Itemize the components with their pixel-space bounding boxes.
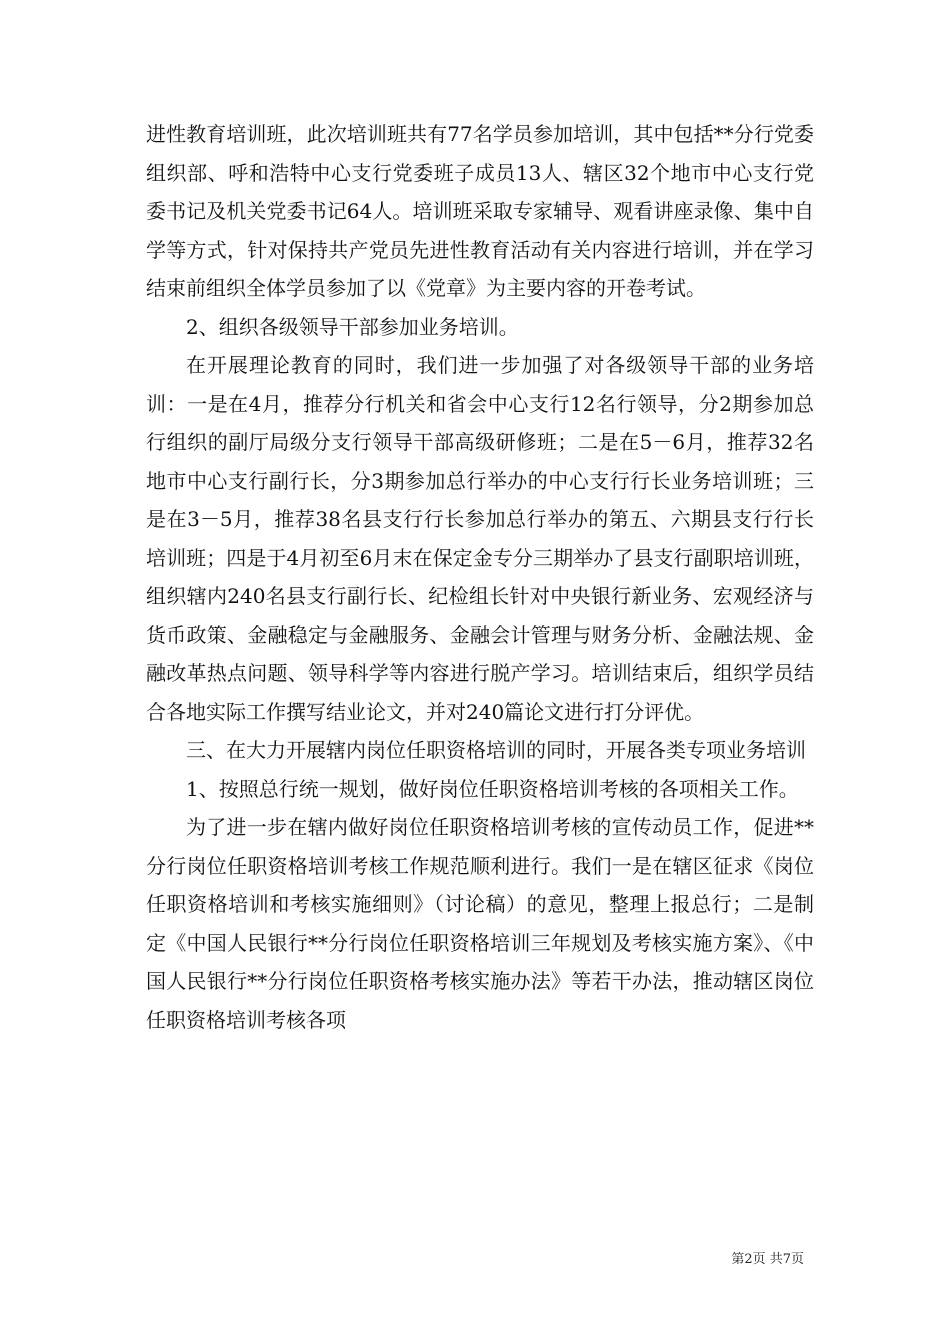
paragraph-leadership-training: 在开展理论教育的同时，我们进一步加强了对各级领导干部的业务培训：一是在4月，推荐分行机关和省会中心支行12名行领导，分2期参加总行组织的副厅局级分支行领导干部高级研修班；二是在5－6月，推荐32名地市中心支行副行长，分3期参加总行举办的中心支行行长业务培训班；三是在3－5月，推荐38名县支行行长参加总行举办的第五、六期县支行行长培训班；四是于4月初至6月末在保定金专分三期举办了县支行副职培训班，组织辖内240名县支行副行长、纪检组长针对中央银行新业务、宏观经济与货币政策、金融稳定与金融服务、金融会计管理与财务分析、金融法规、金融改革热点问题、领导科学等内容进行脱产学习。培训结束后，组织学员结合各地实际工作撰写结业论文，并对240篇论文进行打分评优。 (146, 353, 814, 724)
document-body (146, 115, 814, 1039)
paragraph-qualification-work: 为了进一步在辖内做好岗位任职资格培训考核的宣传动员工作，促进**分行岗位任职资格培训考核工作规范顺利进行。我们一是在辖区征求《岗位任职资格培训和考核实施细则》（讨论稿）的意见，整理上报总行；二是制定《中国人民银行**分行岗位任职资格培训三年规划及考核实施方案》、《中国人民银行**分行岗位任职资格考核实施办法》等若干办法，推动辖区岗位任职资格培训考核各项 (146, 815, 814, 1032)
paragraph-heading-leadership-training: 2、组织各级领导干部参加业务培训。 (186, 314, 519, 339)
paragraph-continuation: 进性教育培训班，此次培训班共有77名学员参加培训，其中包括**分行党委组织部、呼和浩特中心支行党委班子成员13人、辖区32个地市中心支行党委书记及机关党委书记64人。培训班采取专家辅导、观看讲座录像、集中自学等方式，针对保持共产党员先进性教育活动有关内容进行培训，并在学习结束前组织全体学员参加了以《党章》为主要内容的开卷考试。 (146, 122, 814, 300)
page-number: 第2页 共7页 (731, 1252, 804, 1267)
paragraph-heading-section-three: 三、在大力开展辖内岗位任职资格培训的同时，开展各类专项业务培训 (186, 738, 806, 762)
paragraph-heading-qualification: 1、按照总行统一规划，做好岗位任职资格培训考核的各项相关工作。 (186, 776, 799, 801)
